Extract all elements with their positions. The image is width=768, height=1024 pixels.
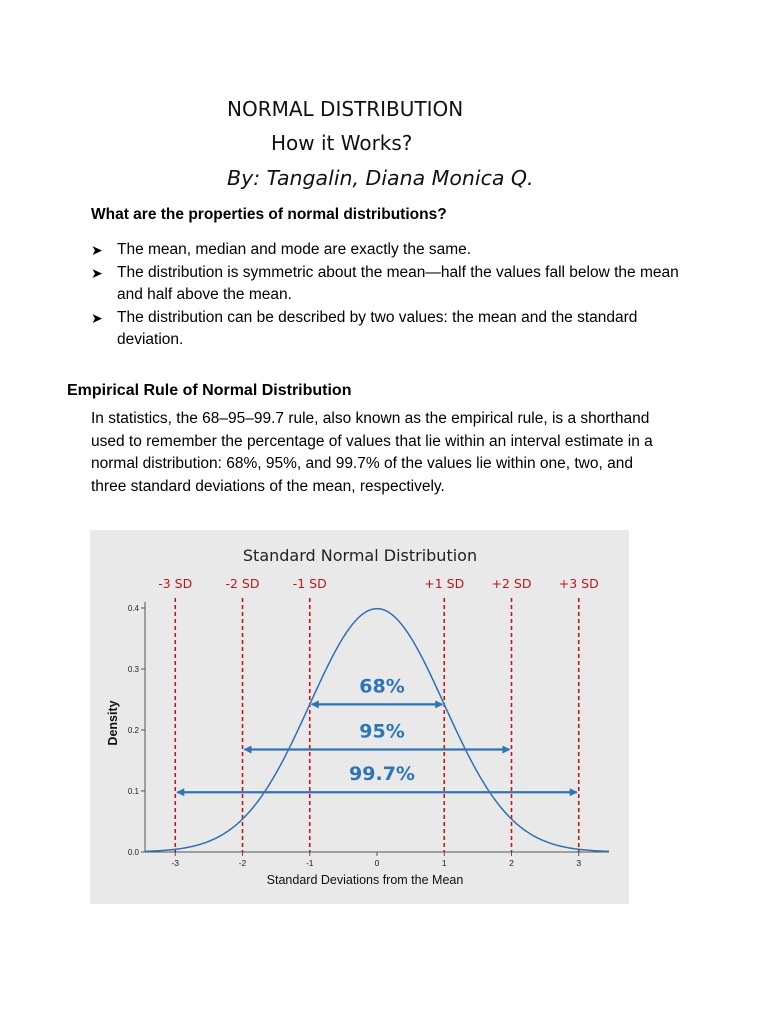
author-line: By: Tangalin, Diana Monica Q. (227, 166, 534, 190)
arrow-bullet-icon: ➤ (91, 242, 103, 258)
interval-label: 99.7% (349, 763, 415, 786)
y-tick-label: 0.3 (127, 665, 139, 674)
list-item-text: The distribution can be described by two values: the mean and the standard deviation. (117, 308, 638, 348)
arrow-bullet-icon: ➤ (91, 264, 103, 281)
list-item-text: The distribution is symmetric about the mean—half the values fall below the mean and half above the mean. (117, 263, 679, 303)
sd-label: +2 SD (491, 576, 532, 591)
page-subtitle: How it Works? (271, 131, 413, 155)
list-item-text: The mean, median and mode are exactly the same. (117, 241, 472, 258)
x-tick-label: -1 (305, 858, 314, 868)
x-tick-label: -3 (171, 858, 180, 868)
sd-label: -2 SD (225, 576, 260, 591)
chart-title: Standard Normal Distribution (242, 546, 478, 565)
x-tick-label: -2 (238, 858, 247, 868)
interval-label: 95% (359, 720, 405, 743)
sd-label: +3 SD (558, 576, 599, 591)
sd-label: +1 SD (424, 576, 465, 591)
y-tick-label: 0.4 (127, 604, 139, 613)
list-item (91, 262, 691, 307)
y-axis-label: Density (106, 700, 120, 746)
y-tick-label: 0.2 (127, 726, 139, 735)
properties-heading: What are the properties of normal distributions? (91, 206, 447, 223)
y-tick-label: 0.0 (127, 848, 139, 857)
list-item (91, 307, 691, 352)
properties-list (91, 239, 691, 352)
arrow-bullet-icon: ➤ (91, 309, 103, 326)
x-tick-label: 2 (509, 858, 514, 868)
sd-label: -3 SD (158, 576, 193, 591)
x-tick-label: 1 (441, 858, 447, 868)
x-tick-label: 3 (576, 858, 582, 868)
chart-canvas (90, 530, 629, 904)
empirical-rule-paragraph: In statistics, the 68–95–99.7 rule, also known as the empirical rule, is a shorthand used to remember the percentage of values that lie within an interval estimate in a normal distribution: 68%, 95%, and 99.7% of the values lie within one, two, and three standard deviations of the mean, respectively. (91, 410, 653, 495)
y-tick-label: 0.1 (127, 787, 139, 796)
page-title: NORMAL DISTRIBUTION (227, 97, 464, 121)
empirical-rule-heading: Empirical Rule of Normal Distribution (67, 382, 352, 399)
list-item (91, 239, 691, 262)
sd-label: -1 SD (292, 576, 327, 591)
x-tick-label: 0 (374, 858, 380, 868)
interval-label: 68% (359, 675, 405, 698)
normal-distribution-chart (90, 530, 629, 904)
x-axis-label: Standard Deviations from the Mean (266, 873, 464, 887)
